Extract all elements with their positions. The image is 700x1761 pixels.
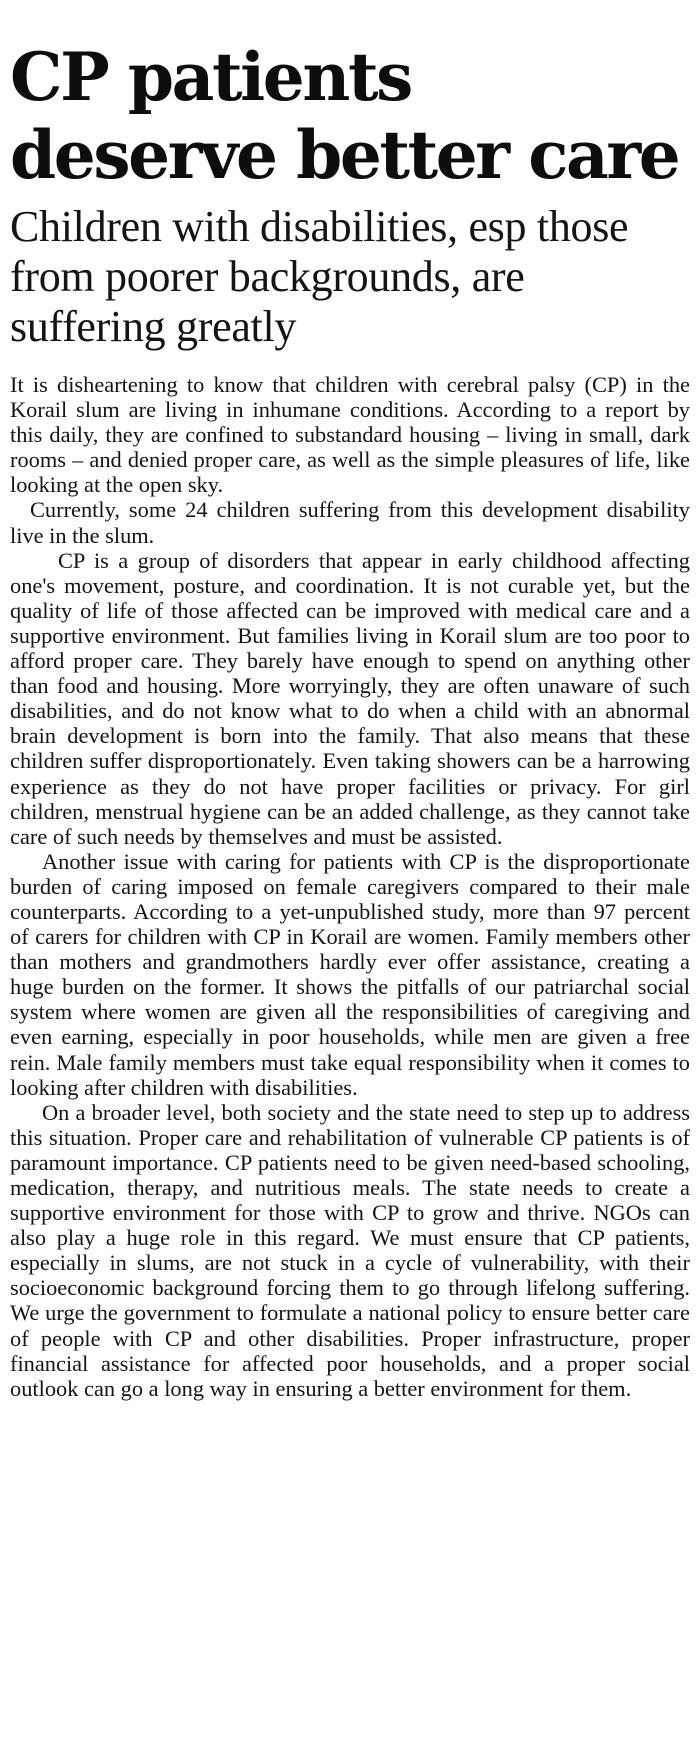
body-paragraph: Another issue with caring for patients with CP is the disproportionate burden of caring imposed on female caregivers compared to their male counterparts. According to a yet-unpublished study, more than 97 percent of carers for children with CP in Korail are women. Family members other than mothers and grandmothers hardly ever offer assistance, creating a huge burden on the former. It shows the pitfalls of our patriarchal social system where women are given all the responsibilities of caregiving and even earning, especially in poor households, while men are given a free rein. Male family members must take equal responsibility when it comes to looking after children with disabilities. [10, 848, 690, 1100]
body-paragraph: CP is a group of disorders that appear in early childhood affecting one's movement, posture, and coordination. It is not curable yet, but the quality of life of those affected can be improved with medical care and a supportive environment. But families living in Korail slum are too poor to afford proper care. They barely have enough to spend on anything other than food and housing. More worryingly, they are often unaware of such disabilities, and do not know what to do when a child with an abnormal brain development is born into the family. That also means that these children suffer disproportionately. Even taking showers can be a harrowing experience as they do not have proper facilities or privacy. For girl children, menstrual hygiene can be an added challenge, as they cannot take care of such needs by themselves and must be assisted. [10, 547, 690, 849]
article-body [10, 372, 690, 1401]
body-paragraph: It is disheartening to know that children with cerebral palsy (CP) in the Korail slum are living in inhumane conditions. According to a report by this daily, they are confined to substandard housing – living in small, dark rooms – and denied proper care, as well as the simple pleasures of life, like looking at the open sky. [10, 372, 690, 498]
editorial-article [10, 0, 690, 1401]
body-paragraph: Currently, some 24 children suffering from this development disability live in the slum. [10, 497, 690, 548]
body-paragraph: On a broader level, both society and the state need to step up to address this situation. Proper care and rehabilitation of vulnerable CP patients is of paramount importance. CP patients need to be given need-based schooling, medication, therapy, and nutritious meals. The state needs to create a supportive environment for those with CP to grow and thrive. NGOs can also play a huge role in this regard. We must ensure that CP patients, especially in slums, are not stuck in a cycle of vulnerability, with their socioeconomic background forcing them to go through lifelong suffering. We urge the government to formulate a national policy to ensure better care of people with CP and other disabilities. Proper infrastructure, proper financial assistance for affected poor households, and a proper social outlook can go a long way in ensuring a better environment for them. [10, 1099, 690, 1401]
subheadline: Children with disabilities, esp those from poorer backgrounds, are suffering greatly [10, 202, 629, 351]
headline: CP patients deserve better care [10, 38, 679, 194]
